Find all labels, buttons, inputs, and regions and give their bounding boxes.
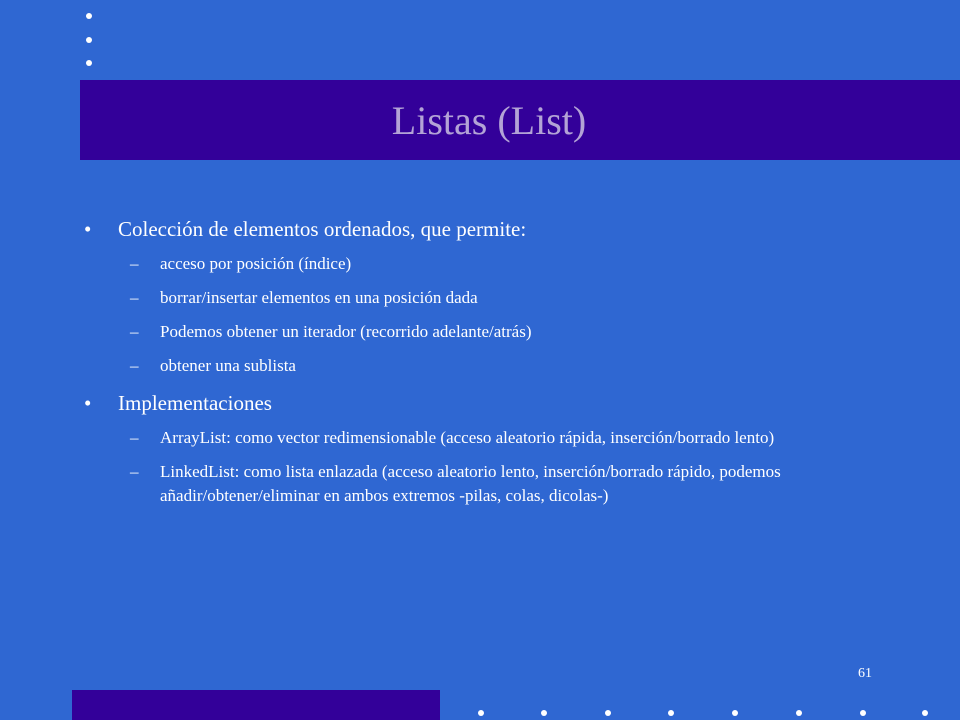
sub-item [84, 252, 884, 276]
sub-item-text: LinkedList: como lista enlazada (acceso aleatorio lento, inserción/borrado rápido, podemos añadir/obtener/eliminar en ambos extremos -pilas, colas, dicolas-) [160, 462, 781, 505]
decorative-dot [668, 710, 674, 716]
sub-item-text: acceso por posición (índice) [160, 254, 352, 273]
decorative-dot [796, 710, 802, 716]
dash-icon: – [130, 356, 139, 375]
sub-item-text: borrar/insertar elementos en una posición dada [160, 288, 478, 307]
dash-icon: – [130, 322, 139, 341]
decorative-dot [605, 710, 611, 716]
bottom-band [72, 690, 440, 720]
dash-icon: – [130, 462, 139, 481]
page-number: 61 [858, 666, 872, 681]
decorative-dot [732, 710, 738, 716]
sub-item [84, 354, 884, 378]
slide-title: Listas (List) [391, 97, 587, 143]
bullet-icon: • [84, 217, 92, 241]
sub-item [84, 460, 884, 508]
sub-item-text: Podemos obtener un iterador (recorrido adelante/atrás) [160, 322, 532, 341]
sub-item [84, 286, 884, 310]
bullet-item [84, 214, 884, 244]
sub-item-text: obtener una sublista [160, 356, 296, 375]
bullet-icon: • [84, 391, 92, 415]
sub-item [84, 426, 884, 450]
sub-item [84, 320, 884, 344]
decorative-dot [860, 710, 866, 716]
bullet-item [84, 388, 884, 418]
decorative-dot [86, 60, 92, 66]
sub-item-text: ArrayList: como vector redimensionable (acceso aleatorio rápida, inserción/borrado lento) [160, 428, 775, 447]
dash-icon: – [130, 254, 139, 273]
decorative-dot [478, 710, 484, 716]
decorative-dot [86, 13, 92, 19]
decorative-dot [541, 710, 547, 716]
decorative-dot [86, 37, 92, 43]
dash-icon: – [130, 428, 139, 447]
dash-icon: – [130, 288, 139, 307]
bullet-text: Colección de elementos ordenados, que permite: [118, 217, 527, 241]
decorative-dot [922, 710, 928, 716]
bullet-text: Implementaciones [118, 391, 272, 415]
slide-content [84, 214, 884, 518]
